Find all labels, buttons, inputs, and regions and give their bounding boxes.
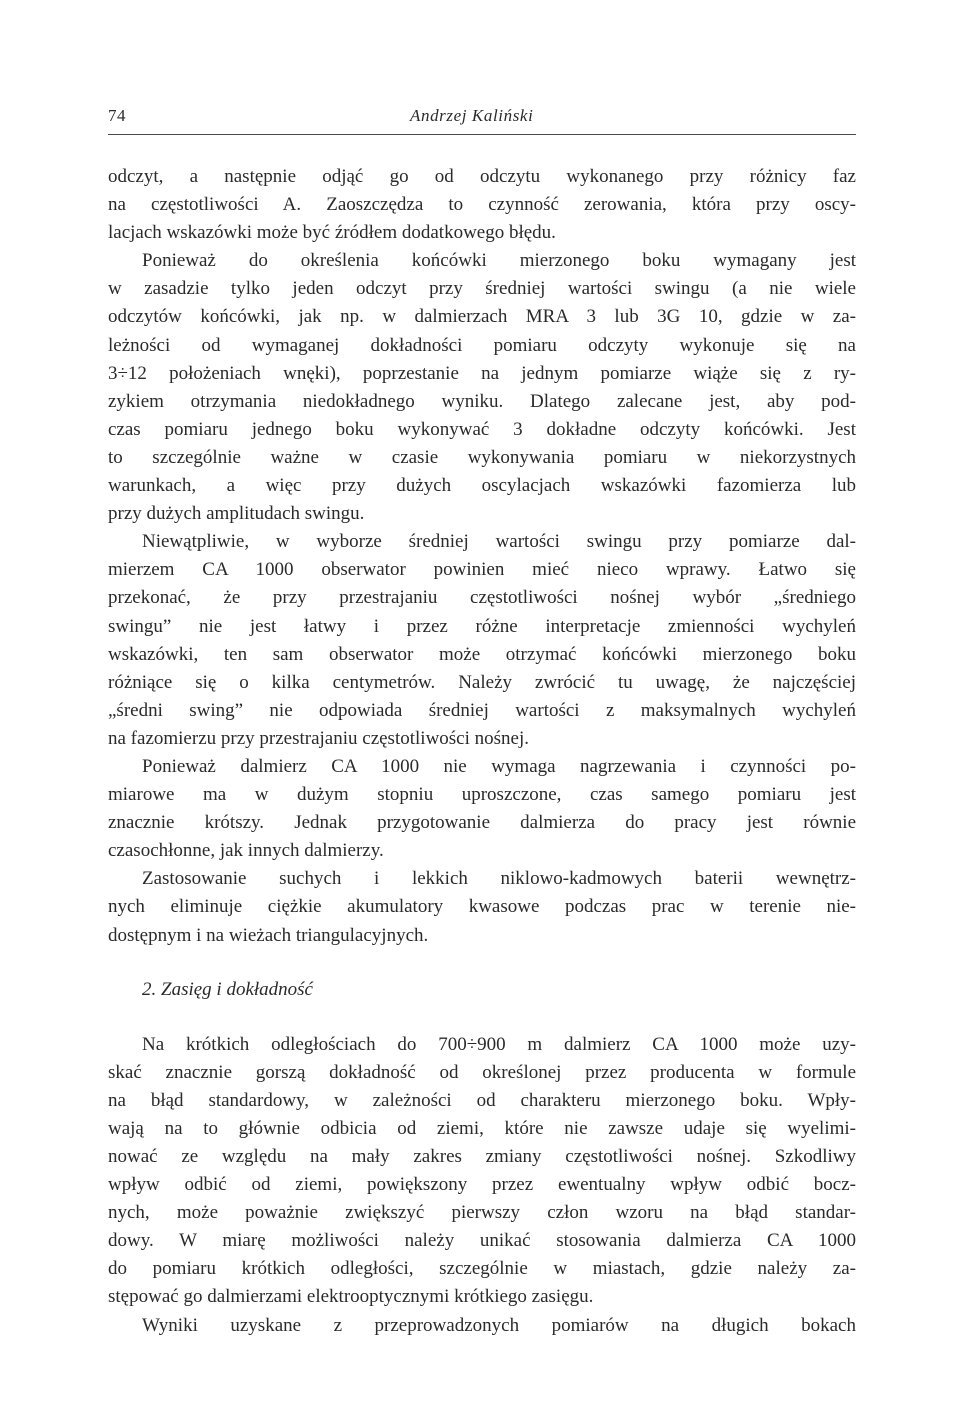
text-line: dostępnym i na wieżach triangulacyjnych. (108, 924, 429, 946)
body-text (108, 163, 856, 1340)
text-line: znacznie krótszy. Jednak przygotowanie dalmierza do pracy jest równie (108, 812, 856, 834)
text-line: Niewątpliwie, w wyborze średniej wartości swingu przy pomiarze dal- (142, 531, 856, 553)
text-line: czasochłonne, jak innych dalmierzy. (108, 840, 384, 862)
text-line: Wyniki uzyskane z przeprowadzonych pomiarów na długich bokach (142, 1314, 856, 1336)
text-line: Zastosowanie suchych i lekkich niklowo-kadmowych baterii wewnętrz- (142, 868, 856, 890)
text-line: stępować go dalmierzami elektrooptycznymi krótkiego zasięgu. (108, 1286, 594, 1308)
text-line: wpływ odbić od ziemi, powiększony przez ewentualny wpływ odbić bocz- (108, 1174, 856, 1196)
text-line: nych eliminuje ciężkie akumulatory kwasowe podczas prac w terenie nie- (108, 896, 856, 918)
text-line: 3÷12 położeniach wnęki), poprzestanie na jednym pomiarze wiąże się z ry- (108, 362, 856, 384)
text-line: Ponieważ do określenia końcówki mierzonego boku wymagany jest (142, 250, 856, 272)
text-line: skać znacznie gorszą dokładność od określonej przez producenta w formule (108, 1061, 856, 1083)
text-line: miarowe ma w dużym stopniu uproszczone, czas samego pomiaru jest (108, 784, 856, 806)
text-line: mierzem CA 1000 obserwator powinien mieć nieco wprawy. Łatwo się (108, 559, 856, 581)
running-header (108, 104, 856, 135)
text-line: to szczególnie ważne w czasie wykonywania pomiaru w niekorzystnych (108, 446, 856, 468)
text-line: do pomiaru krótkich odległości, szczególnie w miastach, gdzie należy za- (108, 1258, 856, 1280)
text-line: różniące się o kilka centymetrów. Należy zwrócić tu uwagę, że najczęściej (108, 671, 856, 693)
text-line: nować ze względu na mały zakres zmiany częstotliwości nośnej. Szkodliwy (108, 1146, 856, 1167)
text-line: przy dużych amplitudach swingu. (108, 503, 365, 525)
running-head-author: Andrzej Kaliński (410, 106, 534, 125)
text-line: odczyt, a następnie odjąć go od odczytu wykonanego przy różnicy faz (108, 166, 856, 187)
text-line: „średni swing” nie odpowiada średniej wartości z maksymalnych wychyleń (108, 699, 856, 721)
text-line: w zasadzie tylko jeden odczyt przy średniej wartości swingu (a nie wiele (108, 278, 856, 300)
text-line: wają na to głównie odbicia od ziemi, które nie zawsze udaje się wyelimi- (108, 1117, 856, 1139)
text-line: zykiem otrzymania niedokładnego wyniku. Dlatego zalecane jest, aby pod- (108, 390, 856, 412)
text-line: warunkach, a więc przy dużych oscylacjach wskazówki fazomierza lub (108, 475, 856, 497)
text-line: Ponieważ dalmierz CA 1000 nie wymaga nagrzewania i czynności po- (142, 755, 856, 777)
text-line: na błąd standardowy, w zależności od charakteru mierzonego boku. Wpły- (108, 1089, 856, 1111)
page-number: 74 (108, 106, 126, 125)
text-line: odczytów końcówki, jak np. w dalmierzach MRA 3 lub 3G 10, gdzie w za- (108, 306, 856, 328)
text-line: wskazówki, ten sam obserwator może otrzymać końcówki mierzonego boku (108, 643, 856, 665)
text-line: na częstotliwości A. Zaoszczędza to czynność zerowania, która przy oscy- (108, 194, 856, 216)
text-line: swingu” nie jest łatwy i przez różne interpretacje zmienności wychyleń (108, 615, 856, 637)
text-line: czas pomiaru jednego boku wykonywać 3 dokładne odczyty końcówki. Jest (108, 418, 856, 440)
text-line: na fazomierzu przy przestrajaniu częstotliwości nośnej. (108, 727, 529, 749)
text-line: nych, może poważnie zwiększyć pierwszy człon wzoru na błąd standar- (108, 1202, 856, 1224)
text-line: lacjach wskazówki może być źródłem dodatkowego błędu. (108, 222, 556, 244)
text-line: dowy. W miarę możliwości należy unikać stosowania dalmierza CA 1000 (108, 1230, 856, 1252)
text-line: przekonać, że przy przestrajaniu częstotliwości nośnej wybór „średniego (108, 587, 856, 609)
section-title: 2. Zasięg i dokładność (142, 978, 313, 1000)
text-line: Na krótkich odległościach do 700÷900 m dalmierz CA 1000 może uzy- (142, 1033, 856, 1055)
text-line: leżności od wymaganej dokładności pomiaru odczyty wykonuje się na (108, 334, 856, 356)
